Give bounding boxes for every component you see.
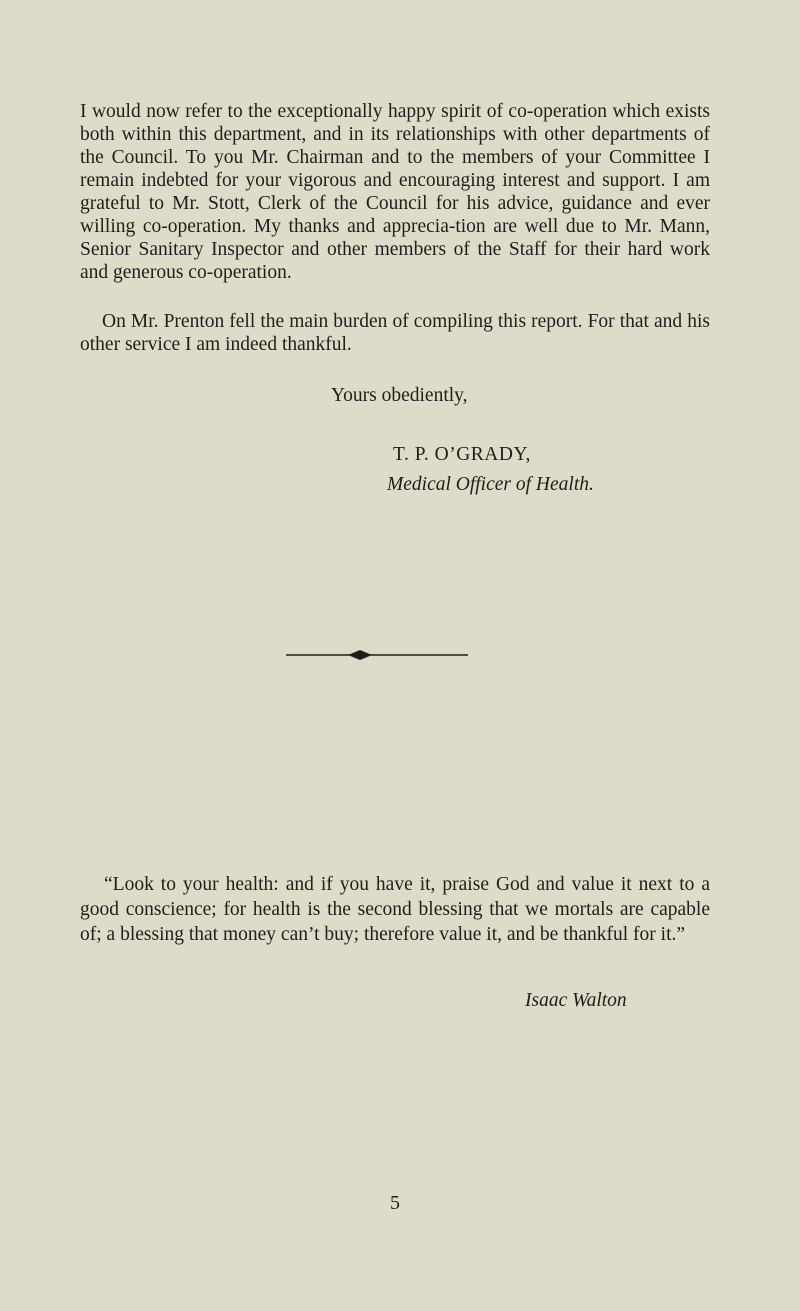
quote-author: Isaac Walton (525, 990, 627, 1011)
signatory-name: T. P. O’GRADY, (393, 444, 531, 465)
letter-paragraph-1: I would now refer to the exceptionally happy spirit of co-operation which exists both within this department, and in its relationships with other departments of the Council. To you Mr. Chairman and to the members of your Committee I remain indebted for your vigorous and encouraging interest and support. I am grateful to Mr. Stott, Clerk of the Council for his advice, guidance and ever willing co-operation. My thanks and apprecia-tion are well due to Mr. Mann, Senior Sanitary Inspector and other members of the Staff for their hard work and generous co-operation. (80, 101, 710, 283)
signatory-title: Medical Officer of Health. (387, 474, 594, 495)
page-number: 5 (390, 1192, 400, 1214)
diamond-rule-ornament-icon (286, 648, 468, 662)
letter-closing: Yours obediently, (331, 385, 468, 406)
health-quote: “Look to your health: and if you have it, praise God and value it next to a good conscience; for health is the second blessing that we mortals are capable of; a blessing that money can’t buy; therefore value it, and be thankful for it.” (80, 874, 710, 945)
letter-paragraph-2: On Mr. Prenton fell the main burden of compiling this report. For that and his other service I am indeed thankful. (80, 311, 710, 355)
